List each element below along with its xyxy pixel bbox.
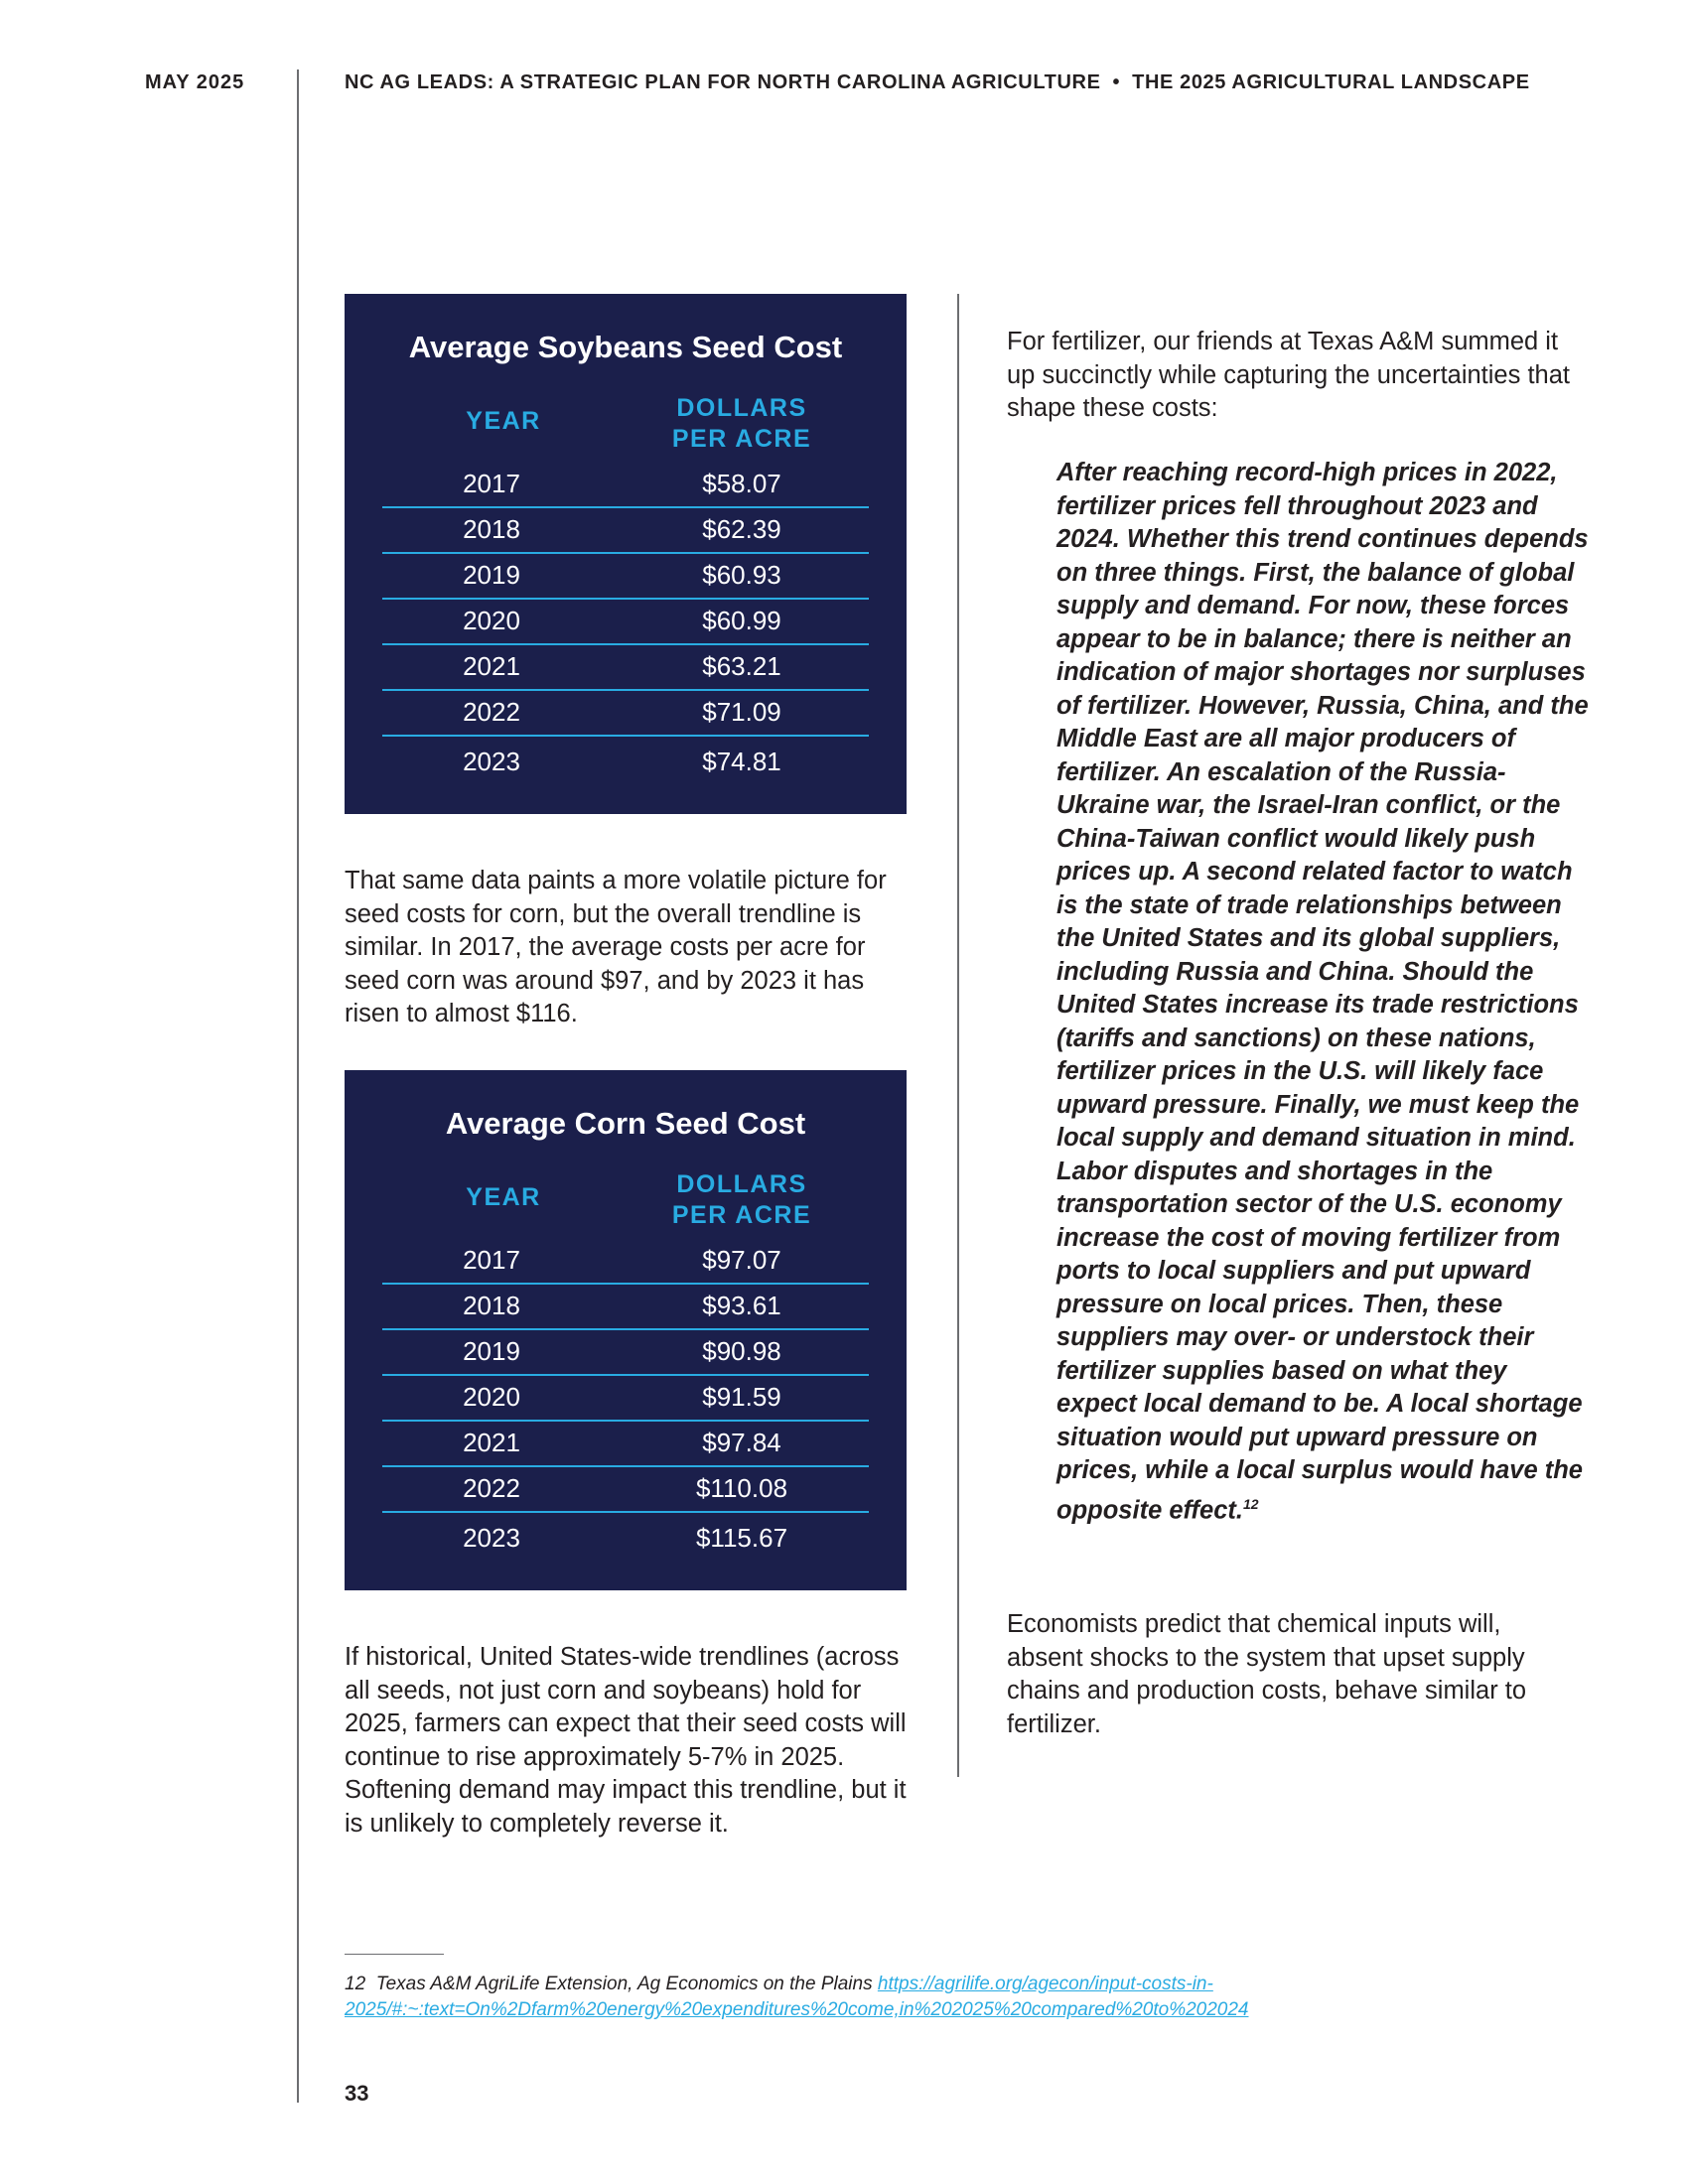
table-row — [382, 691, 869, 737]
table-row — [382, 1285, 869, 1330]
page-number: 33 — [345, 2081, 369, 2106]
cell-value: $71.09 — [702, 697, 781, 727]
corn-intro-paragraph: That same data paints a more volatile picture for seed costs for corn, but the overall trendline is similar. In 2017, the average costs per acre for seed corn was around $97, and by 2023 it has risen to almost $116. — [345, 867, 887, 1027]
cell-year: 2018 — [463, 1291, 520, 1320]
cell-value: $110.08 — [695, 1473, 788, 1503]
table-row — [382, 508, 869, 554]
section-title: THE 2025 AGRICULTURAL LANDSCAPE — [1132, 71, 1530, 93]
texas-am-blockquote — [1056, 457, 1589, 1528]
cell-value: $115.67 — [695, 1523, 788, 1553]
header-separator: • — [1112, 71, 1121, 93]
cell-year: 2020 — [463, 1382, 520, 1412]
soybean-seed-cost-table — [345, 294, 907, 814]
table-row — [382, 1467, 869, 1513]
cell-value: $62.39 — [702, 514, 781, 544]
table-row — [382, 1513, 869, 1565]
cell-year: 2017 — [463, 469, 520, 498]
cell-value: $97.84 — [702, 1428, 781, 1457]
table-row — [382, 1376, 869, 1422]
footnote-rule — [345, 1954, 444, 1955]
footnote-reference[interactable]: 12 — [1242, 1495, 1259, 1512]
header-line-2: PER ACRE — [671, 1201, 812, 1229]
header-date: MAY 2025 — [145, 71, 245, 93]
footnote-source: Texas A&M AgriLife Extension, Ag Economics on the Plains — [375, 1974, 873, 1994]
table-body — [382, 1239, 869, 1565]
cell-year: 2019 — [463, 560, 520, 590]
cell-year: 2018 — [463, 514, 520, 544]
table-row — [382, 645, 869, 691]
footnote-number: 12 — [345, 1974, 366, 1994]
table-header-year: YEAR — [466, 407, 541, 435]
table-header-year: YEAR — [466, 1183, 541, 1211]
cell-value: $90.98 — [702, 1336, 781, 1366]
cell-year: 2017 — [463, 1245, 520, 1275]
cell-value: $60.99 — [702, 606, 781, 635]
cell-value: $97.07 — [702, 1245, 781, 1275]
cell-value: $63.21 — [702, 651, 781, 681]
cell-year: 2021 — [463, 651, 520, 681]
footnote — [345, 1972, 1437, 2023]
header-divider-line — [297, 69, 299, 2103]
footnote-link[interactable]: https://agrilife.org/agecon/input-costs-in-2025/#:~:text=On%2Dfarm%20energy%20expenditures%20come,in%202025%20compared%20to%202024 — [345, 1974, 1249, 2020]
table-row — [382, 737, 869, 788]
cell-year: 2019 — [463, 1336, 520, 1366]
fertilizer-intro-paragraph: For fertilizer, our friends at Texas A&M summed it up succinctly while capturing the uncertainties that shape these costs: — [1007, 328, 1570, 422]
table-title: Average Soybeans Seed Cost — [408, 330, 843, 364]
corn-seed-cost-table — [345, 1070, 907, 1590]
table-row — [382, 1239, 869, 1285]
table-title: Average Corn Seed Cost — [445, 1106, 806, 1141]
header-line-1: DOLLARS — [676, 394, 807, 422]
header-line-2: PER ACRE — [671, 425, 812, 453]
seed-cost-outlook-paragraph: If historical, United States-wide trendlines (across all seeds, not just corn and soybeans) hold for 2025, farmers can expect that their seed costs will continue to rise approximately 5-7% in 2025. Softening demand may impact this trendline, but it is unlikely to completely reverse it. — [345, 1643, 907, 1838]
table-row — [382, 554, 869, 600]
quote-text: After reaching record-high prices in 2022, fertilizer prices fell throughout 2023 and 2024. Whether this trend continues depends on three things. First, the balance of global supply and demand. For now, these forces appear to be in balance; there is neither an indication of major shortages nor surpluses of fertilizer. However, Russia, China, and the Middle East are all major producers of fertilizer. An escalation of the Russia-Ukraine war, the Israel-Iran conflict, or the China-Taiwan conflict would likely push prices up. A second related factor to watch is the state of trade relationships between the United States and its global suppliers, including Russia and China. Should the United States increase its trade restrictions (tariffs and sanctions) on these nations, fertilizer prices in the U.S. will likely face upward pressure. Finally, we must keep the local supply and demand situation in mind. Labor disputes and shortages in the transportation sector of the U.S. economy increase the cost of moving fertilizer from ports to local suppliers and put upward pressure on local prices. Then, these suppliers may over- or understock their fertilizer supplies based on what they expect local demand to be. A local shortage situation would put upward pressure on prices, while a local surplus would have the opposite effect. — [1056, 459, 1589, 1524]
table-row — [382, 1422, 869, 1467]
document-title: NC AG LEADS: A STRATEGIC PLAN FOR NORTH CAROLINA AGRICULTURE — [345, 71, 1101, 93]
header-title-bar — [345, 71, 1530, 94]
cell-value: $91.59 — [702, 1382, 781, 1412]
cell-year: 2022 — [463, 697, 520, 727]
table-row — [382, 600, 869, 645]
header-line-1: DOLLARS — [676, 1170, 807, 1198]
cell-value: $93.61 — [702, 1291, 781, 1320]
table-header-dollars-per-acre — [642, 1169, 841, 1231]
table-header-dollars-per-acre — [642, 393, 841, 455]
cell-year: 2023 — [463, 747, 520, 776]
cell-year: 2022 — [463, 1473, 520, 1503]
table-row — [382, 463, 869, 508]
cell-value: $74.81 — [702, 747, 781, 776]
column-divider — [957, 294, 959, 1777]
cell-year: 2023 — [463, 1523, 520, 1553]
cell-year: 2020 — [463, 606, 520, 635]
table-body — [382, 463, 869, 788]
cell-year: 2021 — [463, 1428, 520, 1457]
chemical-inputs-paragraph: Economists predict that chemical inputs will, absent shocks to the system that upset supply chains and production costs, behave similar to fertilizer. — [1007, 1610, 1527, 1738]
table-row — [382, 1330, 869, 1376]
cell-value: $60.93 — [702, 560, 781, 590]
cell-value: $58.07 — [702, 469, 781, 498]
